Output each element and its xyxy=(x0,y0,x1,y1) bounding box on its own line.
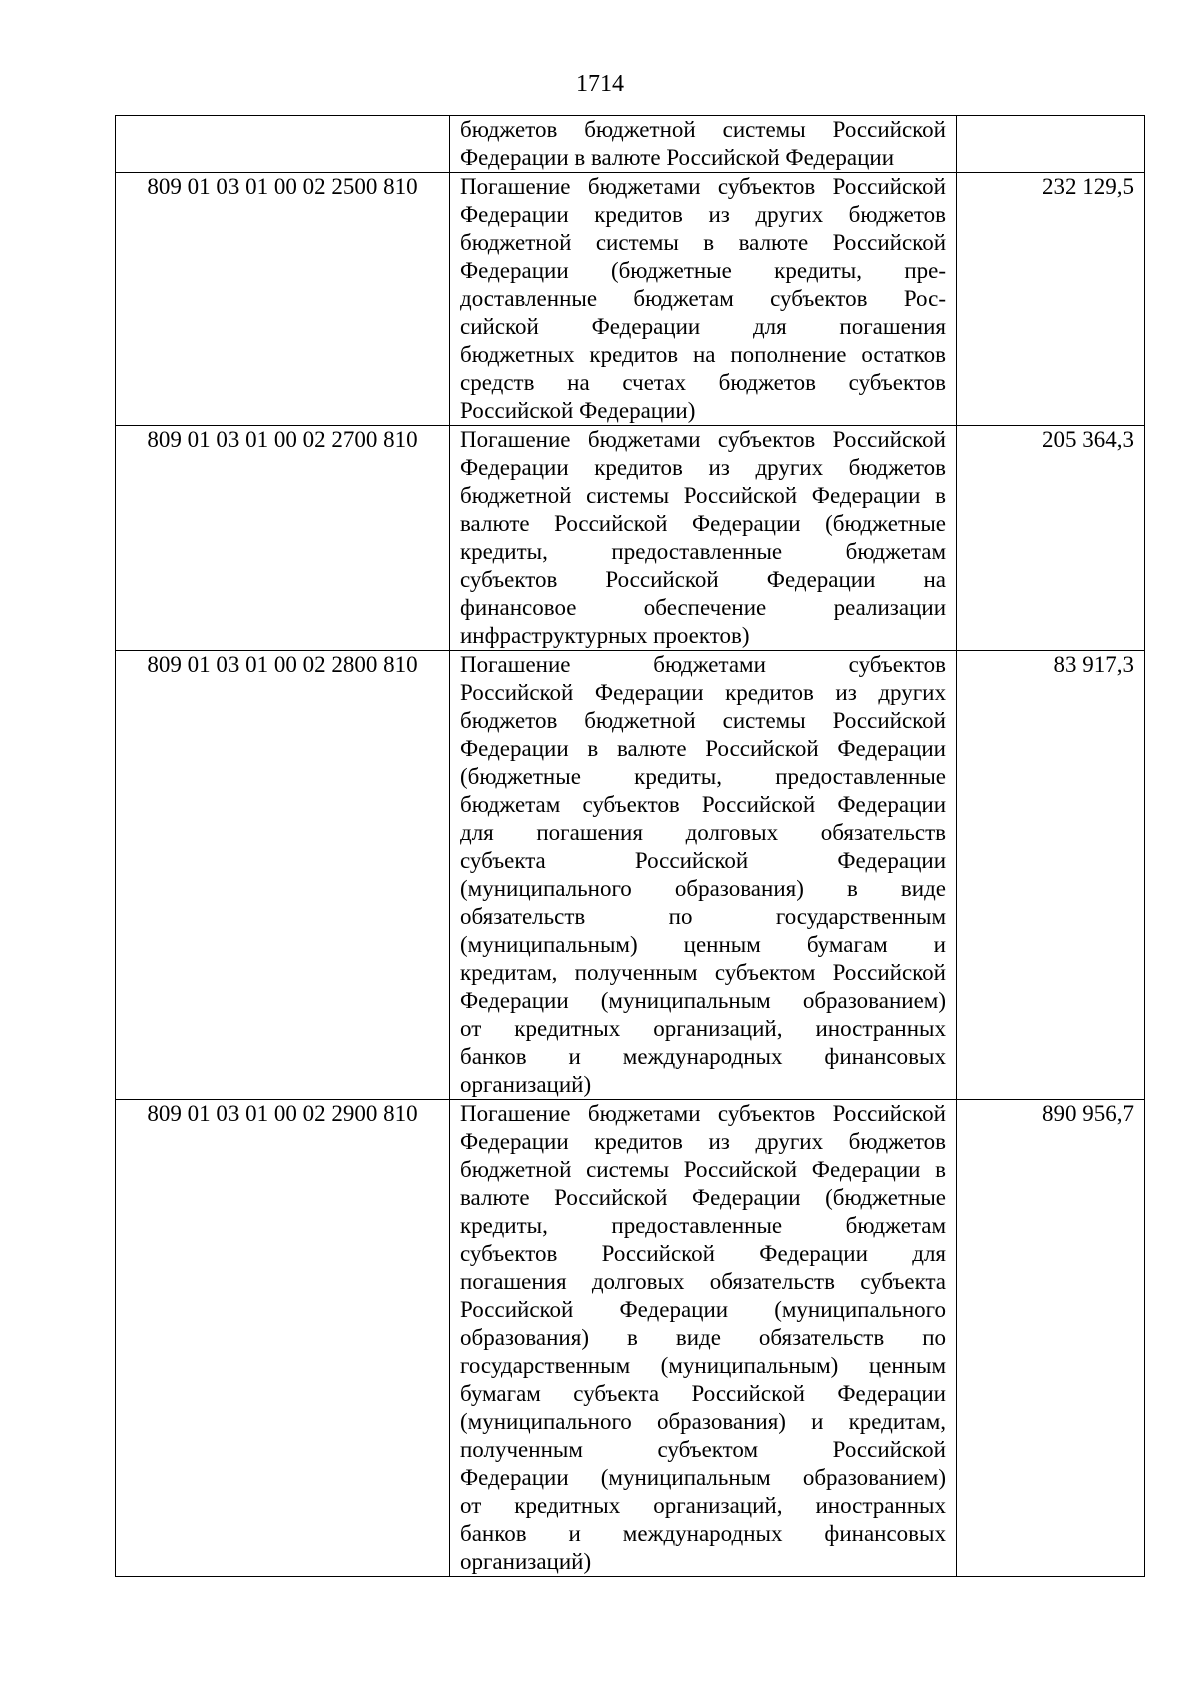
description-cell xyxy=(450,173,957,426)
description-line: (муниципального образования) и кредитам, xyxy=(460,1409,946,1434)
description-line: финансовое обеспечение реализации xyxy=(460,595,946,620)
amount-cell xyxy=(957,116,1145,173)
description-line: Федерации в валюте Российской Федерации xyxy=(460,736,946,761)
description-line: сийской Федерации для погашения xyxy=(460,314,946,339)
description-cell xyxy=(450,116,957,173)
description-line: Федерации кредитов из других бюджетов xyxy=(460,202,946,227)
description-line: (бюджетные кредиты, предоставленные xyxy=(460,764,946,789)
table-row xyxy=(116,426,1145,651)
table-row xyxy=(116,651,1145,1100)
budget-table xyxy=(115,115,1145,1577)
description-line: Федерации кредитов из других бюджетов xyxy=(460,1129,946,1154)
amount-cell: 205 364,3 xyxy=(957,426,1145,651)
budget-code-cell: 809 01 03 01 00 02 2900 810 xyxy=(116,1100,450,1577)
budget-code-cell: 809 01 03 01 00 02 2800 810 xyxy=(116,651,450,1100)
description-line: бюджетам субъектов Российской Федерации xyxy=(460,792,946,817)
description-line: банков и международных финансовых xyxy=(460,1044,946,1069)
amount-cell: 83 917,3 xyxy=(957,651,1145,1100)
description-line: инфраструктурных проектов) xyxy=(460,623,750,648)
description-line: обязательств по государственным xyxy=(460,904,946,929)
description-line: Федерации кредитов из других бюджетов xyxy=(460,455,946,480)
table-body xyxy=(116,116,1145,1577)
budget-code-cell xyxy=(116,116,450,173)
description-cell xyxy=(450,426,957,651)
description-line: для погашения долговых обязательств xyxy=(460,820,946,845)
table-row xyxy=(116,173,1145,426)
description-line: Погашение бюджетами субъектов Российской xyxy=(460,1101,946,1126)
description-line: кредиты, предоставленные бюджетам xyxy=(460,1213,946,1238)
description-line: погашения долговых обязательств субъекта xyxy=(460,1269,946,1294)
description-line: Погашение бюджетами субъектов xyxy=(460,652,946,677)
page-number: 1714 xyxy=(576,71,624,97)
description-line: валюте Российской Федерации (бюджетные xyxy=(460,1185,946,1210)
budget-code-cell: 809 01 03 01 00 02 2700 810 xyxy=(116,426,450,651)
description-line: Российской Федерации (муниципального xyxy=(460,1297,946,1322)
description-line: доставленные бюджетам субъектов Рос- xyxy=(460,286,946,311)
description-line: полученным субъектом Российской xyxy=(460,1437,946,1462)
description-line: валюте Российской Федерации (бюджетные xyxy=(460,511,946,536)
description-line: субъектов Российской Федерации на xyxy=(460,567,946,592)
description-line: бюджетов бюджетной системы Российской xyxy=(460,117,946,142)
description-line: кредитам, полученным субъектом Российской xyxy=(460,960,946,985)
description-line: (муниципальным) ценным бумагам и xyxy=(460,932,946,957)
description-line: Погашение бюджетами субъектов Российской xyxy=(460,174,946,199)
description-line: бюджетной системы в валюте Российской xyxy=(460,230,946,255)
description-line: бюджетной системы Российской Федерации в xyxy=(460,1157,946,1182)
description-cell xyxy=(450,1100,957,1577)
amount-cell: 232 129,5 xyxy=(957,173,1145,426)
description-line: Федерации (бюджетные кредиты, пре- xyxy=(460,258,946,283)
description-line: Погашение бюджетами субъектов Российской xyxy=(460,427,946,452)
description-line: Российской Федерации) xyxy=(460,398,696,423)
description-line: организаций) xyxy=(460,1072,592,1097)
description-line: субъектов Российской Федерации для xyxy=(460,1241,946,1266)
description-cell xyxy=(450,651,957,1100)
table-row xyxy=(116,116,1145,173)
budget-code-cell: 809 01 03 01 00 02 2500 810 xyxy=(116,173,450,426)
description-line: от кредитных организаций, иностранных xyxy=(460,1493,946,1518)
description-line: от кредитных организаций, иностранных xyxy=(460,1016,946,1041)
description-line: Российской Федерации кредитов из других xyxy=(460,680,946,705)
description-line: бюджетов бюджетной системы Российской xyxy=(460,708,946,733)
description-line: Федерации (муниципальным образованием) xyxy=(460,1465,946,1490)
description-line: (муниципального образования) в виде xyxy=(460,876,946,901)
description-line: организаций) xyxy=(460,1549,592,1574)
description-line: бумагам субъекта Российской Федерации xyxy=(460,1381,946,1406)
description-line: государственным (муниципальным) ценным xyxy=(460,1353,946,1378)
description-line: средств на счетах бюджетов субъектов xyxy=(460,370,946,395)
description-line: кредиты, предоставленные бюджетам xyxy=(460,539,946,564)
description-line: образования) в виде обязательств по xyxy=(460,1325,946,1350)
description-line: банков и международных финансовых xyxy=(460,1521,946,1546)
description-line: Федерации (муниципальным образованием) xyxy=(460,988,946,1013)
amount-cell: 890 956,7 xyxy=(957,1100,1145,1577)
table-row xyxy=(116,1100,1145,1577)
description-line: Федерации в валюте Российской Федерации xyxy=(460,145,895,170)
description-line: субъекта Российской Федерации xyxy=(460,848,946,873)
description-line: бюджетной системы Российской Федерации в xyxy=(460,483,946,508)
description-line: бюджетных кредитов на пополнение остатков xyxy=(460,342,946,367)
